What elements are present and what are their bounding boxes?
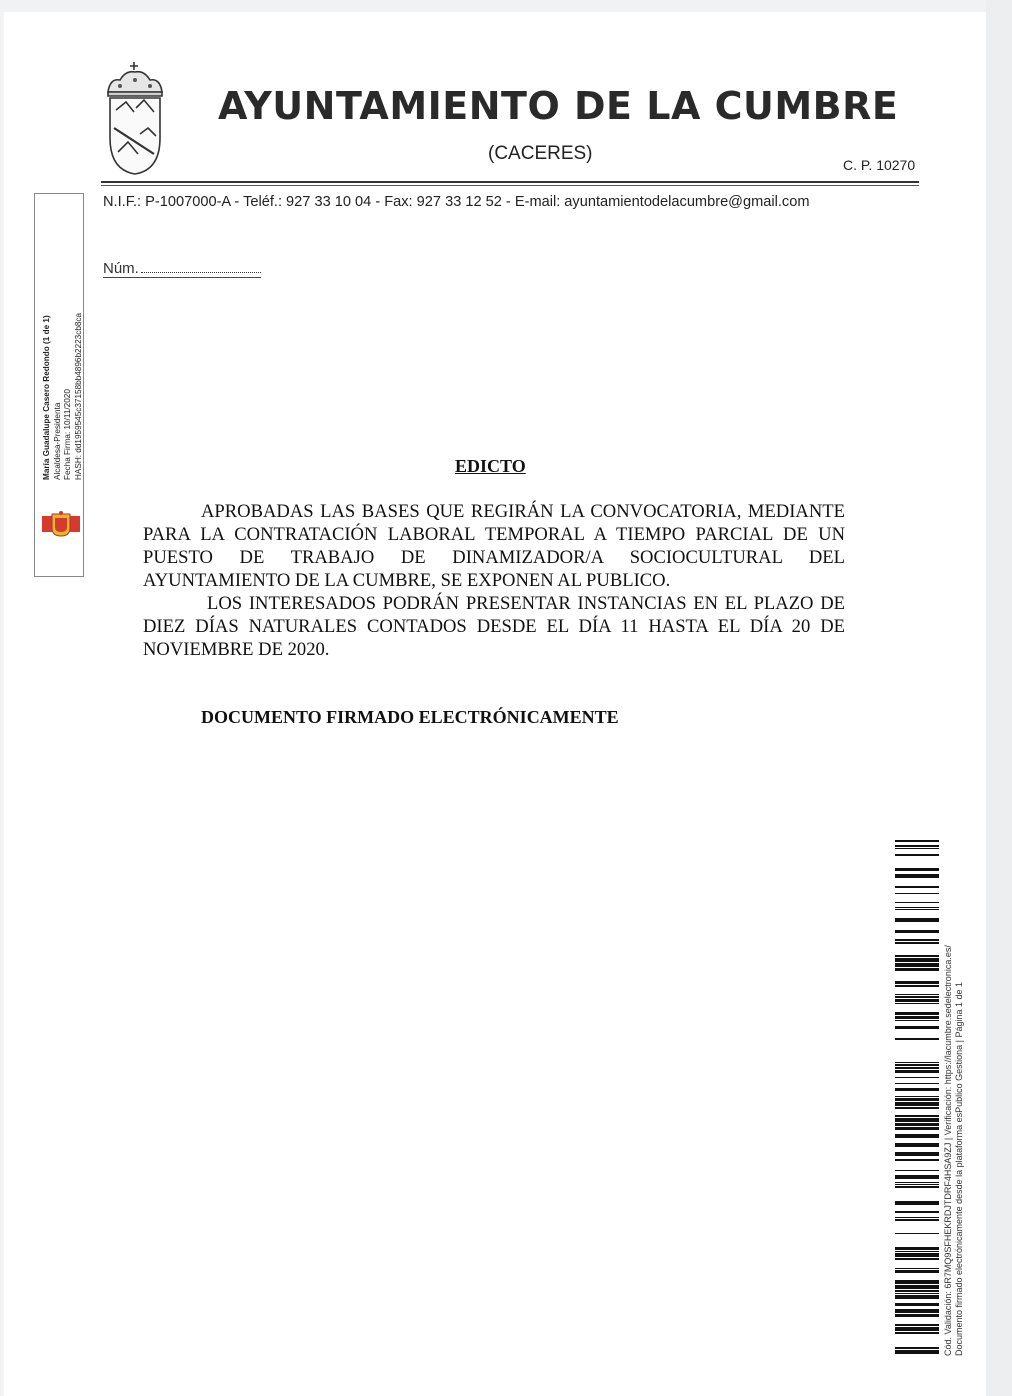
barcode-bar bbox=[895, 1350, 939, 1354]
barcode-bar bbox=[895, 1211, 939, 1213]
barcode-bar bbox=[895, 994, 939, 995]
barcode-bar bbox=[895, 963, 939, 967]
body-paragraph-2: LOS INTERESADOS PODRÁN PRESENTAR INSTANCIAS EN EL PLAZO DE DIEZ DÍAS NATURALES CONTADOS DESDE EL DÍA 11 HASTA EL DÍA 20 DE NOVIEMBRE DE 2020. bbox=[143, 593, 845, 660]
barcode-bar bbox=[895, 1098, 939, 1101]
barcode-bar bbox=[895, 1067, 939, 1069]
barcode-bar bbox=[895, 1332, 939, 1334]
postal-code: C. P. 10270 bbox=[843, 157, 916, 173]
barcode-bar bbox=[895, 1327, 939, 1331]
barcode-bar bbox=[895, 1247, 939, 1250]
contact-line: N.I.F.: P-1007000-A - Teléf.: 927 33 10 04 - Fax: 927 33 12 52 - E-mail: ayuntamientodelacumbre@gmail.com bbox=[103, 194, 810, 210]
province-label: (CACERES) bbox=[488, 143, 593, 164]
barcode-bar bbox=[895, 1270, 939, 1273]
barcode-bar bbox=[895, 1026, 939, 1029]
barcode-bar bbox=[895, 1303, 939, 1306]
document-page bbox=[4, 12, 986, 1396]
barcode-bar bbox=[895, 1083, 939, 1084]
document-body bbox=[143, 500, 845, 661]
barcode-bar bbox=[895, 1280, 939, 1284]
number-dotted-line bbox=[141, 272, 261, 273]
coat-of-arms-icon bbox=[100, 58, 170, 180]
barcode-bar bbox=[895, 909, 939, 910]
barcode-bar bbox=[895, 1186, 939, 1188]
barcode-bar bbox=[895, 996, 939, 998]
barcode-bar bbox=[895, 918, 939, 922]
barcode-bar bbox=[895, 840, 939, 842]
barcode-bar bbox=[895, 1293, 939, 1294]
barcode-bar bbox=[895, 1143, 939, 1147]
barcode-bar bbox=[895, 930, 939, 933]
barcode-bar bbox=[895, 939, 939, 941]
barcode-bar bbox=[895, 1347, 939, 1349]
barcode-bar bbox=[895, 1077, 939, 1078]
signer-role: Alcaldesa-Presidenta bbox=[52, 402, 62, 480]
barcode-bar bbox=[895, 1003, 939, 1004]
barcode-bar bbox=[895, 1290, 939, 1292]
barcode-bar bbox=[895, 1020, 939, 1021]
signature-hash: HASH: dd1959545c37158bb4896b2223cb8ca bbox=[73, 312, 83, 480]
barcode-bar bbox=[895, 893, 939, 894]
validation-platform: Documento firmado electrónicamente desde la plataforma esPublico Gestiona | Página 1 de 1 bbox=[954, 981, 964, 1356]
barcode-bar bbox=[895, 1118, 939, 1122]
barcode-bar bbox=[895, 1268, 939, 1269]
barcode-bar bbox=[895, 1064, 939, 1066]
barcode-bar bbox=[895, 999, 939, 1002]
barcode-bar bbox=[895, 1285, 939, 1289]
number-label: Núm. bbox=[103, 260, 139, 277]
barcode-bar bbox=[895, 907, 939, 908]
barcode-bar bbox=[895, 1062, 939, 1063]
validation-code: Cód. Validación: 6R7MQ9SFHEKRDJTDRF4HSA9ZJ | Verificación: https://lacumbre.sedelectronica.es/ bbox=[943, 945, 953, 1356]
barcode-bar bbox=[895, 1088, 939, 1091]
barcode-bar bbox=[895, 1175, 939, 1179]
barcode-bar bbox=[895, 1152, 939, 1156]
barcode-bar bbox=[895, 1258, 939, 1260]
validation-barcode bbox=[895, 840, 939, 1356]
barcode-bar bbox=[895, 1134, 939, 1138]
barcode-bar bbox=[895, 868, 939, 871]
header-rule-thin bbox=[101, 185, 919, 186]
barcode-bar bbox=[895, 902, 939, 903]
barcode-bar bbox=[895, 968, 939, 971]
barcode-bar bbox=[895, 981, 939, 984]
barcode-bar bbox=[895, 1102, 939, 1106]
barcode-bar bbox=[895, 1107, 939, 1109]
barcode-bar bbox=[895, 874, 939, 878]
barcode-bar bbox=[895, 1123, 939, 1126]
barcode-bar bbox=[895, 1012, 939, 1015]
number-underline bbox=[103, 277, 261, 278]
barcode-bar bbox=[895, 1324, 939, 1326]
barcode-bar bbox=[895, 845, 939, 847]
barcode-bar bbox=[895, 1016, 939, 1019]
barcode-bar bbox=[895, 854, 939, 856]
barcode-bar bbox=[895, 1127, 939, 1130]
viewer-edge bbox=[986, 0, 1012, 1396]
barcode-bar bbox=[895, 886, 939, 888]
barcode-bar bbox=[895, 848, 939, 849]
barcode-bar bbox=[895, 955, 939, 957]
barcode-bar bbox=[895, 1115, 939, 1117]
signed-note: DOCUMENTO FIRMADO ELECTRÓNICAMENTE bbox=[201, 707, 619, 727]
signer-name: María Guadalupe Casero Redondo (1 de 1) bbox=[42, 315, 51, 480]
barcode-bar bbox=[895, 1096, 939, 1097]
municipal-seal-icon bbox=[40, 510, 82, 538]
validation-text bbox=[943, 945, 965, 1356]
barcode-bar bbox=[895, 1159, 939, 1161]
barcode-bar bbox=[895, 1217, 939, 1218]
barcode-bar bbox=[895, 958, 939, 962]
body-paragraph-1: APROBADAS LAS BASES QUE REGIRÁN LA CONVOCATORIA, MEDIANTE PARA LA CONTRATACIÓN LABORAL TEMPORAL A TIEMPO PARCIAL DE UN PUESTO DE TRABAJO DE DINAMIZADOR/A SOCIOCULTURAL DEL AYUNTAMIENTO DE LA CUMBRE, SE EXPONEN AL PUBLICO. bbox=[143, 501, 845, 591]
barcode-bar bbox=[895, 1219, 939, 1221]
barcode-bar bbox=[895, 942, 939, 944]
document-title: EDICTO bbox=[455, 456, 526, 476]
barcode-bar bbox=[895, 1309, 939, 1313]
barcode-bar bbox=[895, 1251, 939, 1252]
barcode-bar bbox=[895, 1184, 939, 1185]
barcode-bar bbox=[895, 1314, 939, 1317]
header-rule bbox=[101, 181, 919, 183]
barcode-bar bbox=[895, 1295, 939, 1299]
number-field bbox=[103, 260, 261, 277]
signature-date: Fecha Firma: 10/11/2020 bbox=[63, 389, 72, 480]
signature-details bbox=[42, 270, 86, 480]
barcode-bar bbox=[895, 1253, 939, 1257]
barcode-bar bbox=[895, 1170, 939, 1171]
barcode-bar bbox=[895, 1233, 939, 1234]
barcode-bar bbox=[895, 985, 939, 987]
barcode-bar bbox=[895, 1070, 939, 1073]
barcode-bar bbox=[895, 1201, 939, 1205]
barcode-bar bbox=[895, 1038, 939, 1040]
town-hall-name: AYUNTAMIENTO DE LA CUMBRE bbox=[218, 84, 899, 128]
barcode-bar bbox=[895, 1182, 939, 1183]
